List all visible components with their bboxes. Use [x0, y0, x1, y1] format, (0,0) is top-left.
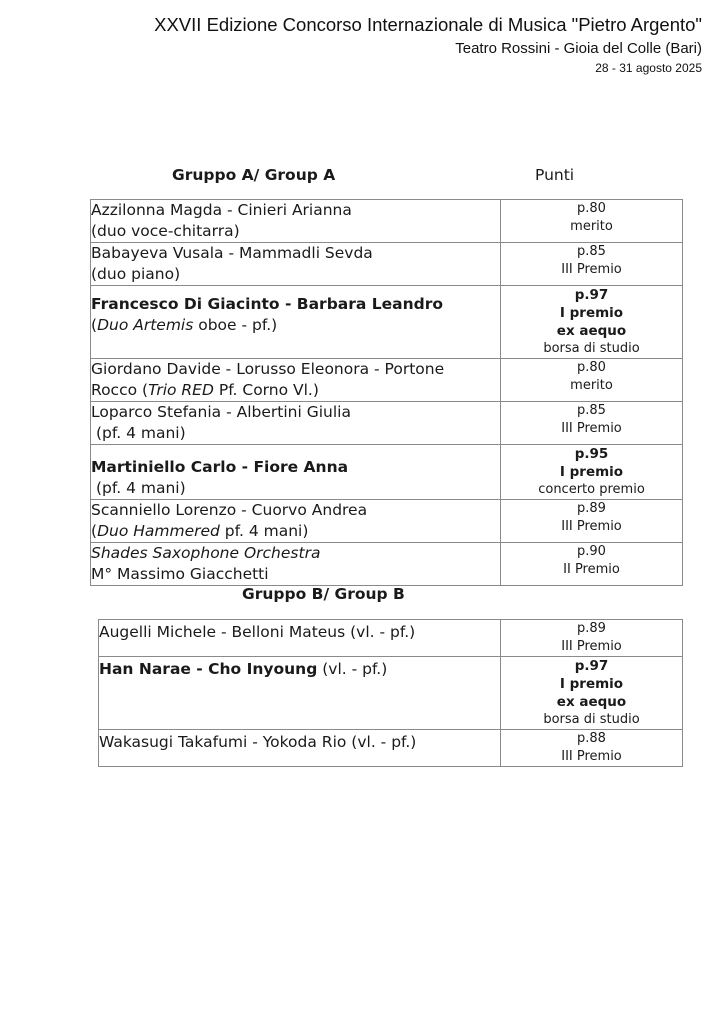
- participant-detail: Rocco (Trio RED Pf. Corno Vl.): [91, 381, 319, 399]
- score-cell: [501, 543, 683, 586]
- score-points: p.97: [574, 658, 609, 674]
- participant-name: Babayeva Vusala - Mammadli Sevda: [91, 244, 373, 262]
- score-award: merito: [570, 219, 613, 234]
- participant-name: Wakasugi Takafumi - Yokoda Rio (vl. - pf.): [99, 733, 417, 751]
- group-a-title: Gruppo A/ Group A: [172, 166, 336, 184]
- group-a-results-table: [90, 199, 683, 586]
- participant-name: Azzilonna Magda - Cinieri Arianna: [91, 201, 352, 219]
- score-cell: [501, 500, 683, 543]
- table-row: [91, 543, 683, 586]
- score-award: III Premio: [561, 639, 622, 654]
- participant-cell: [91, 445, 501, 500]
- participant-cell: [91, 359, 501, 402]
- competition-title: XXVII Edizione Concorso Internazionale di Musica "Pietro Argento": [154, 14, 702, 35]
- points-column-header: Punti: [535, 166, 575, 184]
- score-points: p.90: [577, 544, 606, 559]
- participant-name: Augelli Michele - Belloni Mateus (vl. - pf.): [99, 623, 416, 641]
- score-points: p.89: [577, 621, 606, 636]
- score-cell: [501, 402, 683, 445]
- score-cell: [501, 200, 683, 243]
- participant-detail: (Duo Artemis oboe - pf.): [91, 316, 278, 334]
- score-award: III Premio: [561, 519, 622, 534]
- score-cell: [501, 445, 683, 500]
- table-row: [91, 445, 683, 500]
- score-points: p.80: [577, 201, 606, 216]
- score-points: p.88: [577, 731, 606, 746]
- participant-cell: [99, 620, 501, 657]
- score-award: III Premio: [561, 749, 622, 764]
- table-row: [99, 657, 683, 730]
- score-cell: [501, 620, 683, 657]
- participant-cell: [91, 243, 501, 286]
- participant-name: Scanniello Lorenzo - Cuorvo Andrea: [91, 501, 368, 519]
- score-cell: [501, 286, 683, 359]
- score-award: I premio: [559, 305, 624, 321]
- dates: 28 - 31 agosto 2025: [595, 61, 702, 75]
- participant-detail: (duo voce-chitarra): [91, 222, 240, 240]
- score-extra: borsa di studio: [543, 341, 640, 356]
- score-points: p.85: [577, 244, 606, 259]
- participant-detail: (pf. 4 mani): [96, 479, 186, 497]
- table-row: [91, 359, 683, 402]
- table-row: [99, 730, 683, 767]
- score-cell: [501, 359, 683, 402]
- group-b-title: Gruppo B/ Group B: [242, 585, 405, 603]
- score-extra: concerto premio: [538, 482, 645, 497]
- score-points: p.80: [577, 360, 606, 375]
- score-cell: [501, 243, 683, 286]
- score-award-note: ex aequo: [556, 694, 627, 710]
- participant-cell: [91, 200, 501, 243]
- participant-cell: [91, 286, 501, 359]
- participant-cell: [91, 543, 501, 586]
- participant-name: Shades Saxophone Orchestra: [91, 544, 321, 562]
- score-award: I premio: [559, 464, 624, 480]
- group-b-results-table: [98, 619, 683, 767]
- score-award-note: ex aequo: [556, 323, 627, 339]
- score-cell: [501, 657, 683, 730]
- table-row: [91, 402, 683, 445]
- score-points: p.97: [574, 287, 609, 303]
- score-extra: borsa di studio: [543, 712, 640, 727]
- participant-detail: (duo piano): [91, 265, 181, 283]
- score-points: p.85: [577, 403, 606, 418]
- score-award: III Premio: [561, 421, 622, 436]
- participant-name: Martiniello Carlo - Fiore Anna: [91, 458, 349, 476]
- table-row: [91, 200, 683, 243]
- participant-name: Han Narae - Cho Inyoung (vl. - pf.): [99, 660, 388, 678]
- participant-name: Francesco Di Giacinto - Barbara Leandro: [91, 295, 444, 313]
- score-award: III Premio: [561, 262, 622, 277]
- score-award: II Premio: [563, 562, 620, 577]
- participant-detail: (Duo Hammered pf. 4 mani): [91, 522, 309, 540]
- score-points: p.89: [577, 501, 606, 516]
- participant-cell: [99, 657, 501, 730]
- venue: Teatro Rossini - Gioia del Colle (Bari): [455, 40, 702, 57]
- participant-name: Loparco Stefania - Albertini Giulia: [91, 403, 351, 421]
- score-points: p.95: [574, 446, 609, 462]
- participant-cell: [99, 730, 501, 767]
- score-award: merito: [570, 378, 613, 393]
- participant-detail: M° Massimo Giacchetti: [91, 565, 269, 583]
- score-award: I premio: [559, 676, 624, 692]
- table-row: [91, 243, 683, 286]
- table-row: [91, 500, 683, 543]
- participant-detail: (pf. 4 mani): [96, 424, 186, 442]
- participant-name: Giordano Davide - Lorusso Eleonora - Portone: [91, 360, 445, 378]
- participant-cell: [91, 402, 501, 445]
- table-row: [99, 620, 683, 657]
- participant-cell: [91, 500, 501, 543]
- table-row: [91, 286, 683, 359]
- score-cell: [501, 730, 683, 767]
